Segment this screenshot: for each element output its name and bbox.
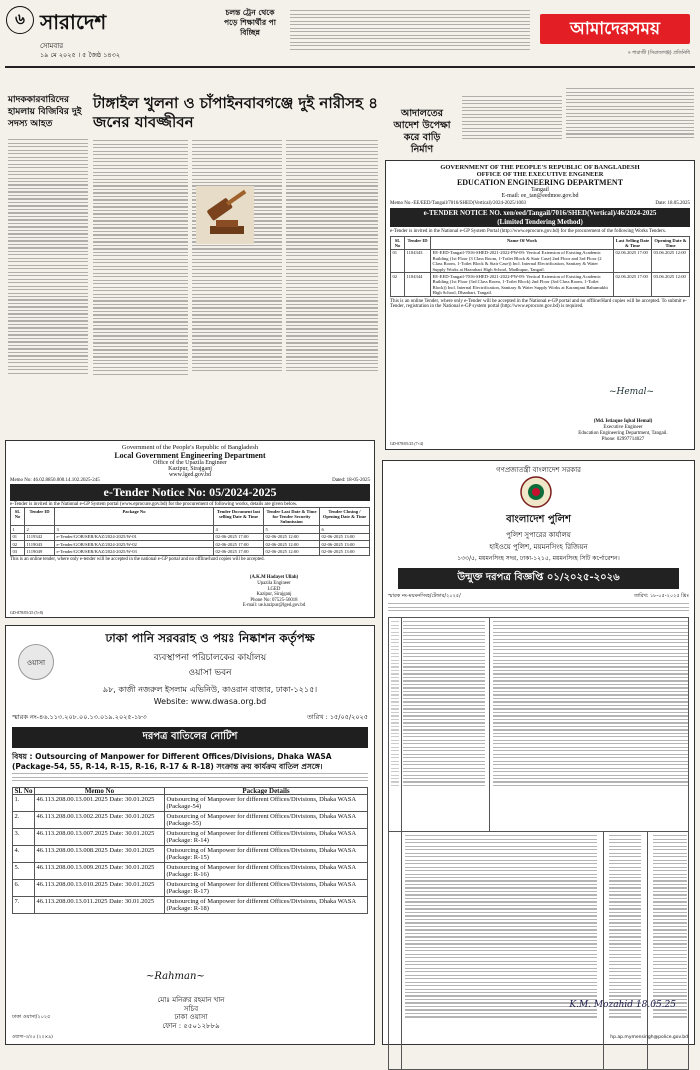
table-row <box>13 795 368 812</box>
table-row <box>13 897 368 914</box>
cell: 4. <box>13 846 35 863</box>
cell: Outsourcing of Manpower for different Offices/Divisions, Dhaka WASA (Package: R-15) <box>165 846 368 863</box>
cell: 5 <box>264 526 320 533</box>
cell: 02-06-2025 12:00 <box>264 548 320 555</box>
police-contact: hp.ap.mymensingh@police.gov.bd <box>610 1035 688 1040</box>
cell: 02.06.2025 17:00 <box>614 249 652 273</box>
lged-gov: Government of the People's Republic of Bangladesh <box>121 444 259 451</box>
police-info-table <box>388 617 689 832</box>
wasa-signer-org: ঢাকা ওয়াসা <box>174 1013 208 1021</box>
col-header: Tender Document last selling Date & Time <box>214 508 264 526</box>
story3-headline[interactable]: আদালতের আদেশ উপেক্ষা করে বাড়ি নির্মাণ <box>393 108 451 155</box>
col-header: Memo No <box>35 788 165 795</box>
issue-day: সোমবার <box>40 42 64 50</box>
cell: 3 <box>55 526 214 533</box>
cell: 2. <box>13 812 35 829</box>
newspaper-logo: আমাদেরসময় <box>540 14 690 44</box>
cell: 1119342 <box>25 533 55 540</box>
table-row <box>391 273 690 297</box>
cell: e-Tender/GOB/SER/KAZ/2024-2025/W-03 <box>55 548 214 555</box>
wasa-signer: মোঃ মনিরুর রহমান খান <box>157 996 225 1004</box>
lged-tender-notice <box>5 440 375 618</box>
eed-dept: EDUCATION ENGINEERING DEPARTMENT <box>456 178 624 187</box>
table-row <box>13 846 368 863</box>
col-header: Last Selling Date & Time <box>614 237 652 250</box>
story3-col2 <box>566 86 694 154</box>
page-number: ৬ <box>6 6 34 34</box>
lged-signer-place: Kazipur, Sirajganj <box>256 592 292 598</box>
police-tender-notice <box>382 460 695 1045</box>
cell: Outsourcing of Manpower for different Offices/Divisions, Dhaka WASA (Package: R-17) <box>165 880 368 897</box>
cell: 46.113.208.00.13.008.2025 Date: 30.01.2025 <box>35 846 165 863</box>
cell: 1. <box>13 795 35 812</box>
cell: 03.06.2025 12:00 <box>652 273 690 297</box>
cell: 03 <box>11 548 25 555</box>
cell: 02 <box>391 273 405 297</box>
lged-office: Office of the Upazila Engineer <box>153 460 227 466</box>
table-row <box>13 880 368 897</box>
lged-date: Dated: 18-05-2025 <box>332 478 370 483</box>
cell: e-Tender/GOB/SER/KAZ/2024-2025/W-01 <box>55 533 214 540</box>
cell: Outsourcing of Manpower for different Offices/Divisions, Dhaka WASA (Package: R-14) <box>165 829 368 846</box>
col-header: Opening Date & Time <box>652 237 690 250</box>
cell: 46.113.208.00.13.010.2025 Date: 30.01.2025 <box>35 880 165 897</box>
wasa-phone: ফোন : ৫৫০১২৮৮৯ <box>162 1021 220 1030</box>
police-notice-title: উন্মুক্ত দরপত্র বিজ্ঞপ্তি ০১/২০২৫-২০২৬ <box>398 568 679 589</box>
story3-col1 <box>462 94 562 154</box>
story1-headline[interactable]: মাদককারবারিদের হামলায় বিজিবির দুই সদস্য আহত <box>8 95 82 129</box>
story2-col2 <box>192 138 282 436</box>
col-header: Tender ID <box>405 237 431 250</box>
cell: EE-EED-Tangail-7016-SHED-2021-2022-PW-09: Vertical Extension of Existing Academic Building (1st Floor (3rd Class Room, 1-Toilet Block) 2nd Floor (3rd Class Room, 1-Toilet Block)) Incl. Internal Electrification, Sanitary & Water Supply Works at Karamjani Bahumukhi High School, Dhanbari, Tangail. <box>431 273 614 297</box>
eed-footer: This is an online Tender, where only e-Tender will be accepted in the National e-GP portal and no offline/Hard copies will be accepted. To submit e-Tender, registration in the National e-GP system portal (http://www.eprocure.gov.bd) is required. <box>390 299 687 310</box>
police-org: বাংলাদেশ পুলিশ <box>506 514 571 525</box>
story2-headline[interactable]: টাঙ্গাইল খুলনা ও চাঁপাইনবাবগঞ্জে দুই নারীসহ ৪ জনের যাবজ্জীবন <box>93 94 379 131</box>
wasa-building: ওয়াসা ভবন <box>188 668 232 678</box>
eed-email: E-mail: ee_tan@eedmoe.gov.bd <box>501 193 579 199</box>
lged-dept: Local Government Engineering Department <box>114 451 266 460</box>
col-header: SL No <box>391 237 405 250</box>
cell: 02-06-2025 12:00 <box>264 541 320 548</box>
cell: 46.113.208.00.13.007.2025 Date: 30.01.2025 <box>35 829 165 846</box>
wasa-subject: বিষয় : Outsourcing of Manpower for Different Offices/Divisions, Dhaka WASA (Package-54, 55, R-14, R-15, R-16, R-17 & R-18) সংক্রান্ত ক্রয় কার্যক্রম বাতিল প্রসঙ্গে। <box>12 752 332 771</box>
cell: 6 <box>320 526 370 533</box>
eed-gov: GOVERNMENT OF THE PEOPLE'S REPUBLIC OF BANGLADESH <box>440 164 640 171</box>
wasa-website: Website: www.dwasa.org.bd <box>153 697 267 706</box>
eed-table <box>390 236 690 297</box>
wasa-address: ৯৮, কাজী নজরুল ইসলাম এভিনিউ, কাওরান বাজার, ঢাকা-১২১৫। <box>102 685 318 694</box>
header-divider <box>5 66 695 68</box>
eed-intro: e-Tender is invited in the National e-GP System Portal (http://www.eprocure.gov.bd) for the procurement of the following Works Tenders. <box>390 229 667 234</box>
lged-ref: GD-878/05/25 (5×8) <box>10 610 44 615</box>
cell: 1104344 <box>405 273 431 297</box>
wasa-table <box>12 787 368 914</box>
eed-date: Date: 18.05.2025 <box>655 201 690 206</box>
lged-place: Kazipur, Sirajganj <box>168 466 212 472</box>
story2-col1 <box>93 138 188 436</box>
eed-notice-title: e-TENDER NOTICE NO. xen/eed/Tangail/7016/SHED(Vertical)/46/2024-2025 <box>390 208 690 218</box>
cell: 1 <box>11 526 25 533</box>
cell: 1104343 <box>405 249 431 273</box>
police-emblem-icon <box>518 475 554 509</box>
cell: Outsourcing of Manpower for different Offices/Divisions, Dhaka WASA (Package-55) <box>165 812 368 829</box>
cell: 4 <box>214 526 264 533</box>
cell: Outsourcing of Manpower for different Offices/Divisions, Dhaka WASA (Package: R-18) <box>165 897 368 914</box>
police-address: ১৩৩/৫, ময়মনসিংহ সদর, ঢাকা-১২১৫, ময়মনসিংহ সিটি কর্পোরেশন। <box>457 555 620 562</box>
cell: 02-06-2025 13:00 <box>320 533 370 540</box>
col-header: Tender Last Date & Time for Tender Security Submission <box>264 508 320 526</box>
lged-table <box>10 507 370 556</box>
police-date: তারিখ: ১৮-০৫-২০২৫ খ্রিঃ <box>634 593 689 599</box>
police-office: পুলিশ সুপারের কার্যালয় <box>506 531 571 539</box>
story1-body <box>8 137 88 435</box>
col-header: Tender Closing / Opening Date & Time <box>320 508 370 526</box>
lged-notice-title: e-Tender Notice No: 05/2024-2025 <box>10 484 370 501</box>
lged-web: www.lged.gov.bd <box>168 472 212 478</box>
lged-signer-title: Upazila Engineer <box>257 581 291 587</box>
cell: EE-EED-Tangail-7016-SHED-2021-2022-PW-09: Vertical Extension of Existing Academic Building (1st Floor (3 Class Room, 1-Toilet Block & Stair Case) 2nd Floor and 3rd Floor (2 Class Room, 1-Toilet Block & Stair Case)) Incl. Internal Electrification, Sanitary & Water Supply Works at Hazrabari High School, Madhupur, Tangail. <box>431 249 614 273</box>
section-name: সারাদেশ <box>40 10 107 34</box>
cell: 02-06-2025 17:00 <box>214 533 264 540</box>
police-signature: K.M. Mozahid 18.05.25 <box>569 1000 676 1010</box>
lged-phone: Phone No: 07525-56018 <box>250 597 298 603</box>
lged-email: E-mail: ue.kazipur@lged.gov.bd <box>242 603 306 609</box>
wasa-cancellation-notice <box>5 625 375 1045</box>
eed-signer: (Md. Istiaque Iqbal Hemal) <box>593 419 653 424</box>
lged-memo: Memo No: 46.02.8850.000.14.102.2025-245 <box>10 478 100 483</box>
table-row <box>13 812 368 829</box>
cell: Outsourcing of Manpower for different Offices/Divisions, Dhaka WASA (Package: R-16) <box>165 863 368 880</box>
wasa-note: ঢাকা ওয়াসা/২০২৫ <box>12 1014 51 1020</box>
eed-ref: GD-878/05/25 (7×4) <box>390 441 424 446</box>
eed-signer-org: Education Engineering Department, Tangail. <box>578 431 668 436</box>
teaser-text <box>290 8 530 64</box>
col-header: Package No <box>55 508 214 526</box>
cell: 02-06-2025 17:00 <box>214 548 264 555</box>
cell: 46.113.208.00.13.002.2025 Date: 30.01.2025 <box>35 812 165 829</box>
teaser-byline: » শারাজী (সিরাজগঞ্জ) প্রতিনিধি <box>627 51 690 56</box>
cell: 02-06-2025 13:00 <box>320 541 370 548</box>
story2-col3 <box>286 138 378 436</box>
wasa-notice-title: দরপত্র বাতিলের নোটিশ <box>12 727 368 748</box>
eed-phone: Phone: 02997714027 <box>601 437 645 442</box>
cell: 46.113.208.00.13.011.2025 Date: 30.01.2025 <box>35 897 165 914</box>
issue-date: ১৯ মে ২০২৫ । ৫ জৈষ্ঠ ১৪৩২ <box>40 51 121 59</box>
col-header: Package Details <box>165 788 368 795</box>
wasa-date: তারিখ : ১৫/০৫/২০২৫ <box>307 713 368 721</box>
cell: 02.06.2025 17:00 <box>614 273 652 297</box>
col-header: SL No <box>11 508 25 526</box>
cell: 03.06.2025 12:00 <box>652 249 690 273</box>
wasa-subtitle: ব্যবস্থাপনা পরিচালকের কার্যালয় <box>153 653 267 663</box>
table-row <box>11 541 370 548</box>
wasa-intro <box>12 771 368 785</box>
gavel-image <box>196 186 254 244</box>
wasa-logo: ওয়াসা <box>18 644 54 680</box>
col-header: Name Of Work <box>431 237 614 250</box>
eed-method: (Limited Tendering Method) <box>390 218 690 227</box>
cell: 02 <box>11 541 25 548</box>
cell: Outsourcing of Manpower for different Offices/Divisions, Dhaka WASA (Package-54) <box>165 795 368 812</box>
cell: 7. <box>13 897 35 914</box>
lged-footer: This is an online tender, where only e-tender will be accepted in the national e-GP portal and no offline/hard copies will be accepted. <box>10 556 265 562</box>
police-unit: হাইওয়ে পুলিশ, ময়মনসিংহ রিজিয়ন <box>489 543 588 551</box>
cell: 3. <box>13 829 35 846</box>
teaser-headline[interactable]: চলন্ত ট্রেন থেকে পড়ে শিক্ষার্থীর পা বিচ্ছিন্ন <box>224 8 276 37</box>
cell: 01 <box>391 249 405 273</box>
cell: e-Tender/GOB/SER/KAZ/2024-2025/W-02 <box>55 541 214 548</box>
police-gov: গণপ্রজাতন্ত্রী বাংলাদেশ সরকার <box>496 466 581 474</box>
wasa-title: ঢাকা পানি সরবরাহ ও পয়ঃ নিষ্কাশন কর্তৃপক্ষ <box>105 631 315 645</box>
eed-memo: Memo No.-EE/EED/Tangail/7016/SHED(Vertical)/2024-2025/1003 <box>390 201 527 206</box>
eed-office: OFFICE OF THE EXECUTIVE ENGINEER <box>476 171 604 178</box>
col-header: Sl. No <box>13 788 35 795</box>
col-header: Tender ID <box>25 508 55 526</box>
eed-place: Tangail <box>531 187 549 193</box>
police-memo: স্মারক নং-ময়মনসিংহ/টেন্ডার/২০২৫/ <box>388 593 461 599</box>
wasa-ref: ওয়াসা-৩/০৫ (২০×৯) <box>12 1035 53 1040</box>
wasa-memo: স্মারক নং-৪৬.১১৩.২০৮.০০.১৩.০১৯.২০২৫-১৮৩ <box>12 713 147 721</box>
cell: 1119043 <box>25 541 55 548</box>
table-row <box>13 829 368 846</box>
cell: 46.113.208.00.13.001.2025 Date: 30.01.2025 <box>35 795 165 812</box>
cell: 1119049 <box>25 548 55 555</box>
table-row <box>391 249 690 273</box>
cell: 02-06-2025 12:00 <box>264 533 320 540</box>
lged-signer: (A.K.M Hadayet Ullah) <box>249 575 299 581</box>
wasa-signature: ~Rahman~ <box>146 971 205 982</box>
eed-signer-title: Executive Engineer <box>603 425 643 430</box>
cell: 02-06-2025 13:00 <box>320 548 370 555</box>
lged-signer-org: LGED <box>267 586 281 592</box>
cell: 2 <box>25 526 55 533</box>
eed-tender-notice <box>385 160 695 450</box>
lged-intro: e-Tender is invited in the National e-GP System portal (www.eprocure.gov.bd) for the procurement of following works, details are given below. <box>10 502 298 507</box>
cell: 02-06-2025 17:00 <box>214 541 264 548</box>
table-row <box>11 548 370 555</box>
cell: 01 <box>11 533 25 540</box>
eed-signature: ~Hemal~ <box>608 387 654 397</box>
cell: 5. <box>13 863 35 880</box>
cell: 46.113.208.00.13.009.2025 Date: 30.01.2025 <box>35 863 165 880</box>
cell: 6. <box>13 880 35 897</box>
police-intro <box>388 601 689 615</box>
table-row <box>13 863 368 880</box>
table-row <box>11 533 370 540</box>
wasa-signer-title: সচিব <box>183 1004 199 1013</box>
